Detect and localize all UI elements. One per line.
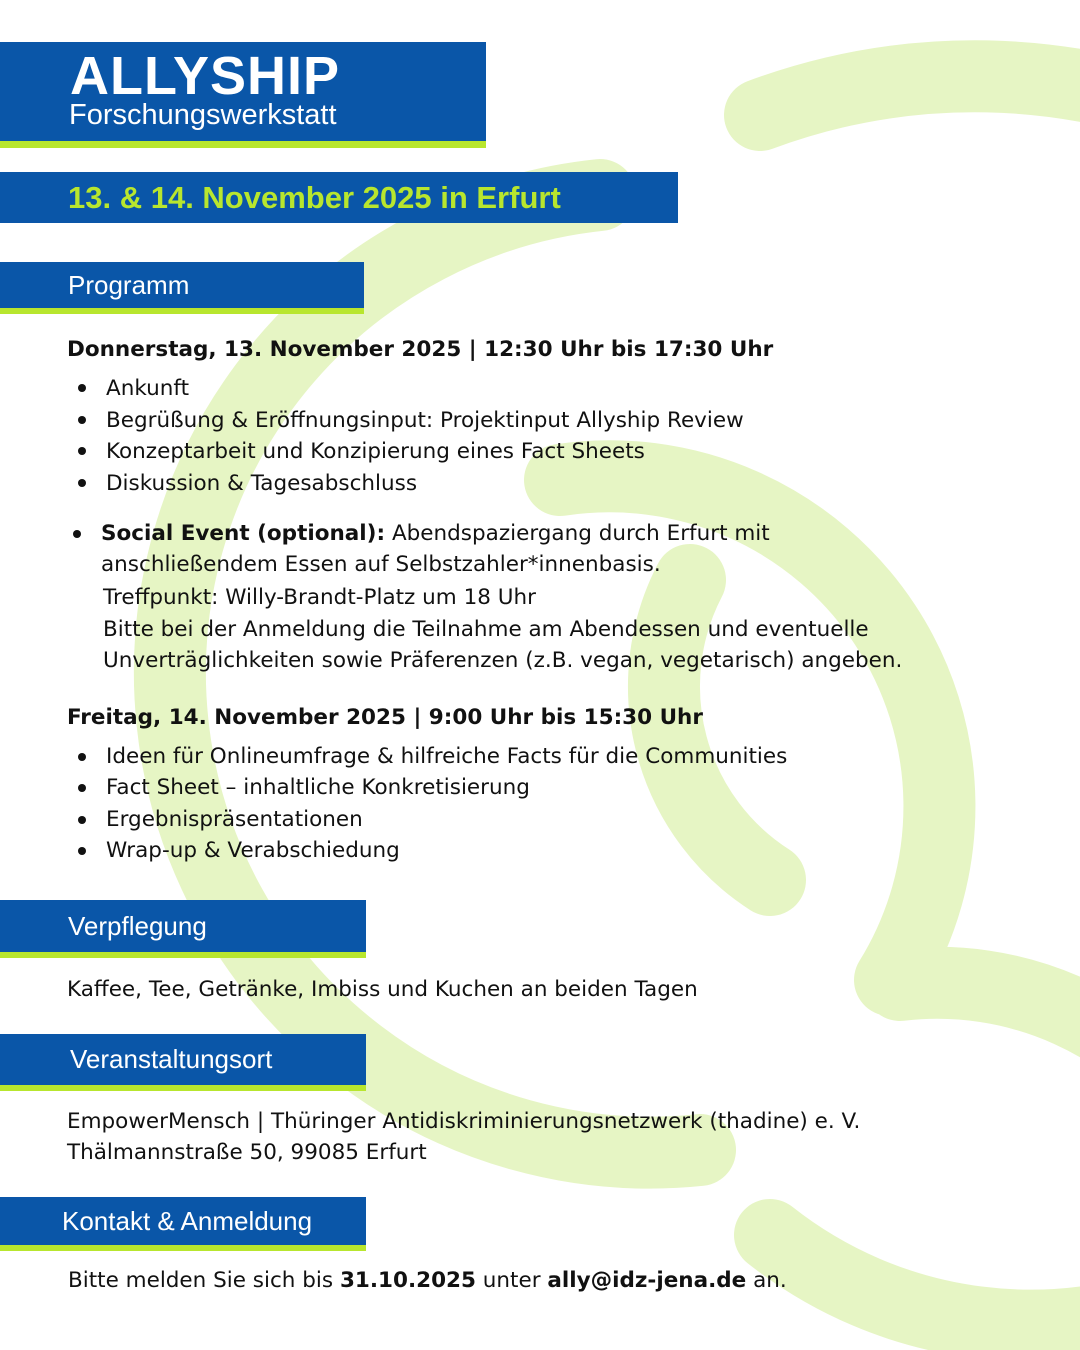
- list-item: Begrüßung & Eröffnungsinput: Projektinput Allyship Review: [106, 408, 744, 433]
- bullet-icon: [78, 816, 86, 824]
- social-event-text: Abendspaziergang durch Erfurt mit: [391, 521, 770, 546]
- bullet-icon: [78, 447, 86, 455]
- venue-line-1: EmpowerMensch | Thüringer Antidiskriminierungsnetzwerk (thadine) e. V.: [67, 1109, 861, 1134]
- title-banner: [0, 42, 486, 148]
- contact-post: an.: [753, 1268, 787, 1293]
- program-heading: Programm: [68, 269, 190, 300]
- section-heading-contact: [0, 1197, 366, 1251]
- day1-heading: [67, 334, 773, 366]
- contact-mid: unter: [482, 1268, 541, 1293]
- bullet-icon: [78, 416, 86, 424]
- section-heading-venue: [0, 1034, 366, 1091]
- date-banner: [0, 172, 678, 223]
- day1-separator: |: [468, 337, 477, 362]
- event-date: 13. & 14. November 2025 in Erfurt: [68, 180, 561, 215]
- day1-time: 12:30 Uhr bis 17:30 Uhr: [484, 337, 774, 362]
- bullet-icon: [78, 479, 86, 487]
- bullet-icon: [73, 530, 81, 538]
- venue-line-2: Thälmannstraße 50, 99085 Erfurt: [67, 1140, 427, 1165]
- contact-pre: Bitte melden Sie sich bis: [68, 1268, 334, 1293]
- bullet-icon: [78, 784, 86, 792]
- catering-text: Kaffee, Tee, Getränke, Imbiss und Kuchen an beiden Tagen: [67, 977, 698, 1002]
- bullet-icon: [78, 384, 86, 392]
- contact-heading: Kontakt & Anmeldung: [62, 1205, 313, 1236]
- social-note-2: Unverträglichkeiten sowie Präferenzen (z.B. vegan, vegetarisch) angeben.: [103, 648, 903, 673]
- day1-date: Donnerstag, 13. November 2025: [67, 337, 462, 362]
- event-subtitle: Forschungswerkstatt: [69, 99, 337, 131]
- list-item: Ergebnispräsentationen: [106, 807, 363, 832]
- registration-deadline: 31.10.2025: [339, 1268, 476, 1293]
- section-heading-program: [0, 262, 364, 314]
- contact-text: [68, 1265, 787, 1297]
- event-title: ALLYSHIP: [70, 46, 341, 106]
- day2-time: 9:00 Uhr bis 15:30 Uhr: [428, 705, 703, 730]
- list-item: Diskussion & Tagesabschluss: [106, 471, 418, 496]
- social-note-1: Bitte bei der Anmeldung die Teilnahme am Abendessen und eventuelle: [103, 617, 869, 642]
- day2-heading: [67, 702, 703, 734]
- day2-date: Freitag, 14. November 2025: [67, 705, 406, 730]
- meeting-point: Treffpunkt: Willy-Brandt-Platz um 18 Uhr: [103, 585, 536, 610]
- bullet-icon: [78, 753, 86, 761]
- bullet-icon: [78, 847, 86, 855]
- contact-email-link[interactable]: ally@idz-jena.de: [547, 1268, 747, 1293]
- catering-heading: Verpflegung: [68, 910, 207, 941]
- social-event-text-2: anschließendem Essen auf Selbstzahler*innenbasis.: [101, 552, 661, 577]
- social-event-label: Social Event (optional):: [101, 521, 386, 546]
- list-item: Fact Sheet – inhaltliche Konkretisierung: [106, 775, 530, 800]
- list-item: Ankunft: [106, 376, 189, 401]
- venue-heading: Veranstaltungsort: [70, 1044, 273, 1074]
- section-heading-catering: [0, 900, 366, 958]
- list-item: Ideen für Onlineumfrage & hilfreiche Facts für die Communities: [106, 744, 788, 769]
- list-item: Konzeptarbeit und Konzipierung eines Fact Sheets: [106, 439, 645, 464]
- day2-separator: |: [413, 705, 422, 730]
- list-item: Wrap-up & Verabschiedung: [106, 838, 400, 863]
